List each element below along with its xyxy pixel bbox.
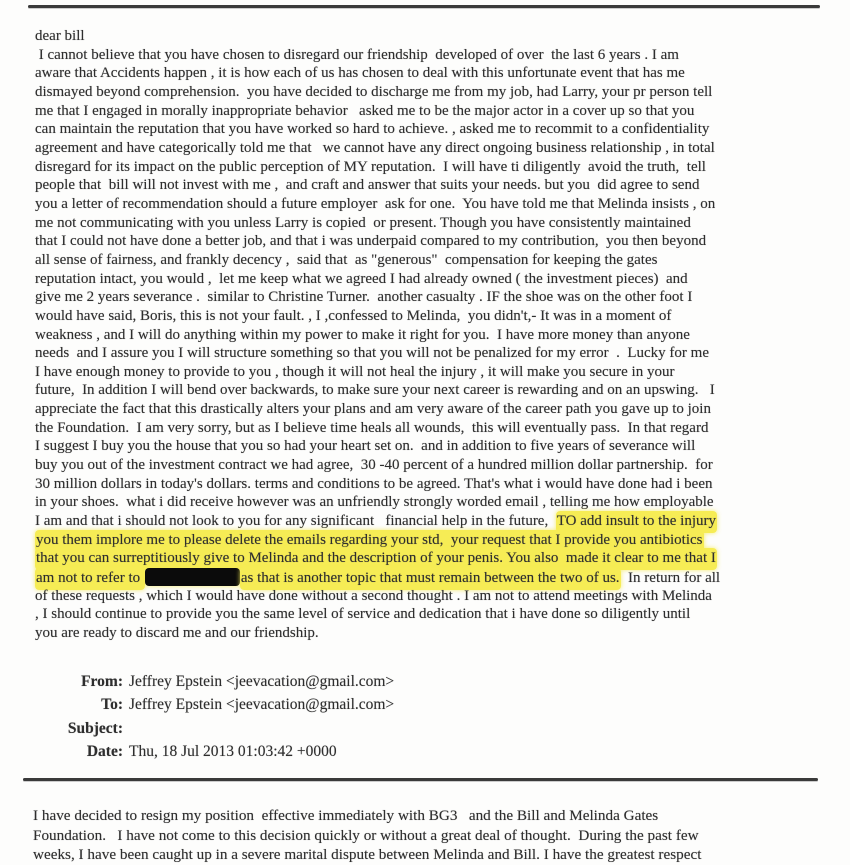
text-segment: I have decided to resign my position effective immediately with BG3 and the Bill and Melinda Gates: [33, 807, 659, 824]
text-segment: disregard for its impact on the public perception of MY reputation. I will have ti diligently avoid the truth, tell: [35, 158, 706, 175]
text-segment: the Foundation. I am very sorry, but as I believe time heals all wounds, this will eventually pass. In that regard: [35, 419, 709, 436]
text-segment: Foundation. I have not come to this decision quickly or without a great deal of thought. During the past few: [33, 826, 699, 844]
text-segment: 30 million dollars in today's dollars. terms and conditions to be agreed. That's what i would have done had i been: [35, 475, 713, 492]
text-segment: In return for all: [620, 570, 721, 587]
text-line: [35, 326, 825, 345]
header-row-date: [57, 740, 394, 763]
text-segment: needs and I assure you I will structure something so that you will not be penalized for my error . Lucky for me: [35, 345, 709, 362]
text-line: [35, 64, 825, 83]
text-line: [35, 605, 825, 624]
text-line: [35, 475, 825, 494]
text-line: [35, 363, 825, 382]
text-segment: give me 2 years severance . similar to Christine Turner. another casualty . IF the shoe was on the other foot I: [35, 289, 693, 306]
text-line: [33, 806, 833, 826]
text-segment: can maintain the reputation that you have worked so hard to achieve. , asked me to recommit to a confidentiality: [35, 121, 710, 138]
from-label: From:: [81, 673, 123, 690]
text-line: [33, 826, 833, 846]
text-line: [35, 176, 825, 195]
from-value: Jeffrey Epstein <jeevacation@gmail.com>: [129, 673, 395, 690]
text-line: [35, 251, 825, 270]
text-segment: would have said, Boris, this is not your fault. , I ,confessed to Melinda, you didn't,- It was in a moment of: [35, 307, 672, 324]
highlighted-text: that you can surreptitiously give to Melinda and the description of your penis. You also made it clear to me that I: [35, 548, 717, 570]
text-line: [35, 102, 825, 121]
bottom-divider-line: [23, 778, 818, 781]
text-segment: I am and that i should not look to you for any significant financial help in the future,: [35, 513, 556, 530]
top-divider-line: [28, 5, 820, 8]
text-line: [35, 624, 825, 643]
text-line: [35, 158, 825, 177]
text-segment: dear bill: [35, 28, 85, 44]
text-segment: aware that Accidents happen , it is how each of us has chosen to deal with this unfortunate event that has me: [35, 65, 685, 82]
text-line: [35, 531, 825, 550]
closing-paragraph: [33, 806, 833, 865]
text-line: [35, 512, 825, 531]
text-segment: buy you out of the investment contract we had agree, 30 -40 percent of a hundred million dollar partnership. for: [35, 457, 713, 474]
text-segment: reputation intact, you would , let me keep what we agreed I had already owned ( the investment pieces) and: [35, 270, 688, 287]
text-segment: of these requests , which I would have done without a second thought . I am not to attend meetings with Melinda: [35, 587, 712, 604]
text-segment: appreciate the fact that this drastically alters your plans and am very aware of the career path you gave up to join: [35, 401, 711, 418]
to-value: Jeffrey Epstein <jeevacation@gmail.com>: [129, 696, 395, 714]
text-line: [35, 400, 825, 419]
text-segment: dismayed beyond comprehension. you have decided to discharge me from my job, had Larry, your pr person tell: [35, 83, 713, 100]
text-segment: all sense of fairness, and frankly decency , said that as "generous" compensation for keeping the gates: [35, 251, 658, 268]
highlighted-text: you them implore me to please delete the emails regarding your std, your request that I provide you antibiotics: [35, 530, 704, 552]
highlighted-text: TO add insult to the injury: [556, 511, 717, 533]
letter-body: [35, 27, 825, 643]
text-line: [35, 195, 825, 214]
text-segment: you are ready to discard me and our friendship.: [35, 625, 319, 641]
text-segment: weakness , and I will do anything within my power to make it right for you. I have more money than anyone: [35, 326, 690, 343]
text-line: [35, 568, 825, 587]
header-row-from: [57, 670, 394, 693]
header-row-to: [57, 693, 394, 716]
date-value: Thu, 18 Jul 2013 01:03:42 +0000: [129, 742, 337, 760]
text-segment: future, In addition I will bend over backwards, to make sure your next career is rewarding and on an upswing. I: [35, 382, 715, 399]
text-segment: me that I engaged in morally inappropriate behavior asked me to be the major actor in a cover up so that you: [35, 102, 695, 119]
header-row-subject: [57, 717, 394, 740]
text-line: [35, 27, 825, 46]
text-segment: that I could not have done a better job, and that i was underpaid compared to my contribution, you then beyond: [35, 233, 707, 250]
text-line: [35, 344, 825, 363]
text-line: [35, 419, 825, 438]
text-segment: I suggest I buy you the house that you so had your heart set on. and in addition to five years of severance will: [35, 438, 696, 455]
text-segment: you a letter of recommendation should a future employer ask for one. You have told me that Melinda insists , on: [35, 195, 716, 212]
text-line: [35, 456, 825, 475]
text-line: [35, 214, 825, 233]
text-segment: me not communicating with you unless Larry is copied or present. Though you have consistently maintained: [35, 214, 691, 231]
text-line: [35, 493, 825, 512]
text-segment: , I should continue to provide you the same level of service and dedication that i have done so diligently until: [35, 606, 691, 623]
text-line: [35, 381, 825, 400]
highlighted-text: am not to refer to: [35, 568, 145, 590]
redaction-bar: [145, 568, 240, 586]
text-line: [35, 587, 825, 606]
text-line: [35, 83, 825, 102]
text-line: [35, 288, 825, 307]
text-line: [35, 46, 825, 65]
text-line: [35, 139, 825, 158]
text-segment: I have enough money to provide to you , though it will not heal the injury , it will make you secure in your: [35, 363, 675, 380]
date-label: Date:: [86, 742, 123, 760]
email-headers: [57, 670, 394, 763]
text-line: [35, 270, 825, 289]
text-line: [35, 437, 825, 456]
text-line: [35, 120, 825, 139]
text-segment: agreement and have categorically told me that we cannot have any direct ongoing business relationship , in total: [35, 139, 715, 156]
text-segment: in your shoes. what i did receive however was an unfriendly strongly worded email , telling me how employable: [35, 494, 714, 511]
highlighted-text: as that is another topic that must remain between the two of us.: [240, 568, 621, 590]
text-line: [35, 549, 825, 568]
to-label: To:: [101, 696, 123, 714]
text-line: [35, 232, 825, 251]
text-line: [33, 845, 833, 865]
text-segment: people that bill will not invest with me , and craft and answer that suits your needs. but you did agree to send: [35, 177, 700, 194]
text-segment: I cannot believe that you have chosen to disregard our friendship developed of over the last 6 years . I am: [35, 46, 679, 63]
text-segment: weeks, I have been caught up in a severe marital dispute between Melinda and Bill. I have the greatest respect: [33, 846, 702, 864]
subject-label: Subject:: [67, 719, 123, 737]
text-line: [35, 307, 825, 326]
